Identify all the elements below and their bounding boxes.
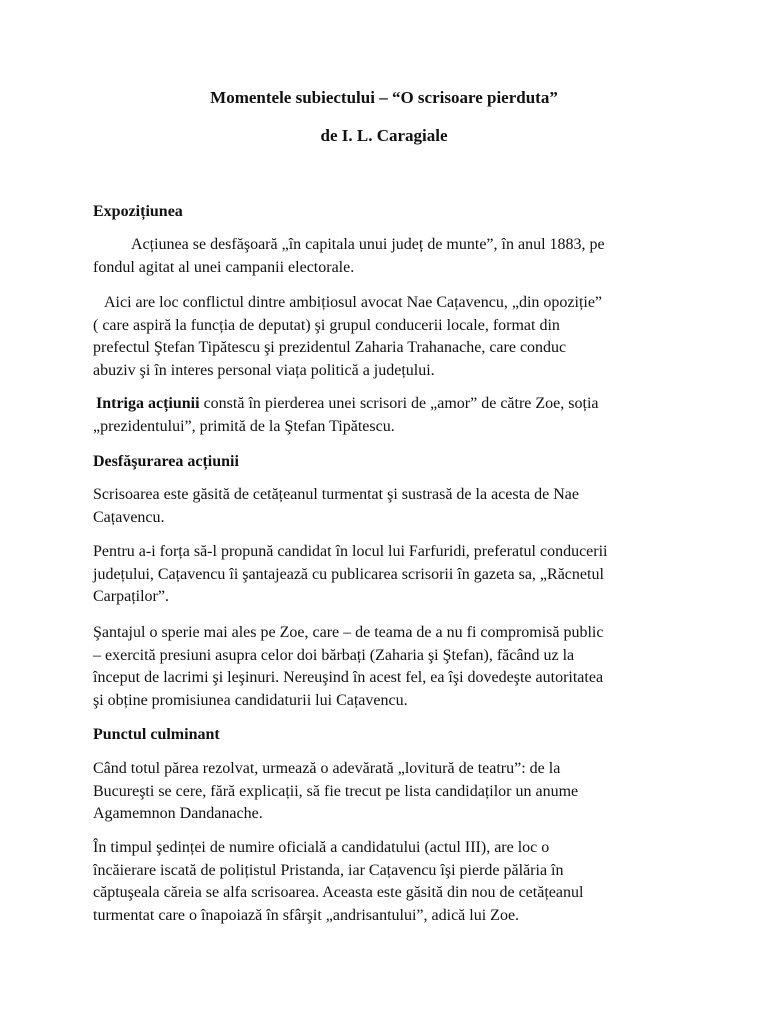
intriga-label: Intriga acțiunii — [96, 395, 200, 412]
paragraph-culminant-1 — [93, 758, 683, 826]
text-line: Scrisoarea este găsită de cetățeanul turmentat şi sustrasă de la acesta de Nae — [93, 486, 579, 503]
text-line: abuziv şi în interes personal viața politică a județului. — [93, 361, 435, 379]
text-line: Carpaților”. — [93, 588, 169, 605]
text-line: şi obține promisiunea candidaturii lui Cațavencu. — [93, 691, 408, 709]
text-line: Agamemnon Dandanache. — [93, 805, 263, 822]
text-line: Aici are loc conflictul dintre ambițiosul avocat Nae Cațavencu, „din opoziție” — [104, 294, 603, 311]
document-author: de I. L. Caragiale — [320, 126, 448, 145]
section-heading-desfasurarea: Desfăşurarea acțiunii — [93, 453, 239, 470]
text-line: început de lacrimi şi leşinuri. Nereuşind în acest fel, ea îşi dovedeşte autoritatea — [93, 669, 604, 686]
document-title: Momentele subiectului – “O scrisoare pierduta” — [210, 88, 558, 107]
text-line: încăierare iscată de polițistul Pristanda, iar Cațavencu îşi pierde pălăria în — [93, 861, 564, 879]
text-line: constă în pierderea unei scrisori de „amor” de către Zoe, soția — [199, 395, 599, 412]
text-line: Bucureşti se cere, fără explicații, să fie trecut pe lista candidaților un anume — [93, 782, 579, 800]
text-line: Când totul părea rezolvat, urmează o adevărată „lovitură de teatru”: de la — [93, 760, 561, 777]
text-line: prefectul Ştefan Tipătescu şi prezidentul Zaharia Trahanache, care conduc — [93, 339, 567, 356]
paragraph-expozitiune-1 — [93, 234, 683, 279]
text-line: Pentru a-i forța să-l propună candidat în locul lui Farfuridi, preferatul conducerii — [93, 543, 608, 560]
paragraph-culminant-2 — [93, 837, 683, 927]
section-heading-expozitiunea: Expozițiunea — [93, 203, 183, 220]
text-line: județului, Cațavencu îi şantajează cu publicarea scrisorii în gazeta sa, „Răcnetul — [93, 565, 604, 583]
text-line: Acțiunea se desfăşoară „în capitala unui județ de munte”, în anul 1883, pe — [131, 236, 605, 253]
section-heading-punctul-culminant: Punctul culminant — [93, 726, 220, 743]
text-line: În timpul şedinței de numire oficială a candidatului (actul III), are loc o — [93, 839, 550, 856]
paragraph-intriga — [93, 393, 683, 438]
text-line: Cațavencu. — [93, 508, 165, 526]
paragraph-desfasurare-2 — [93, 541, 683, 609]
paragraph-desfasurare-3 — [93, 622, 683, 712]
text-line: Şantajul o sperie mai ales pe Zoe, care – de teama de a nu fi compromisă public — [93, 624, 604, 641]
text-line: – exercită presiuni asupra celor doi bărbați (Zaharia şi Ştefan), făcând uz la — [93, 646, 575, 664]
paragraph-expozitiune-2 — [93, 292, 683, 382]
text-line: „prezidentului”, primită de la Ştefan Tipătescu. — [93, 417, 395, 435]
paragraph-desfasurare-1 — [93, 484, 683, 529]
text-line: căptuşeala căreia se alfa scrisoarea. Aceasta este găsită din nou de cetățeanul — [93, 884, 584, 901]
text-line: turmentat care o înapoiază în sfârşit „andrisantului”, adică lui Zoe. — [93, 906, 520, 924]
text-line: ( care aspiră la funcția de deputat) şi grupul conducerii locale, format din — [93, 316, 560, 334]
text-line: fondul agitat al unei campanii electorale. — [93, 258, 355, 276]
